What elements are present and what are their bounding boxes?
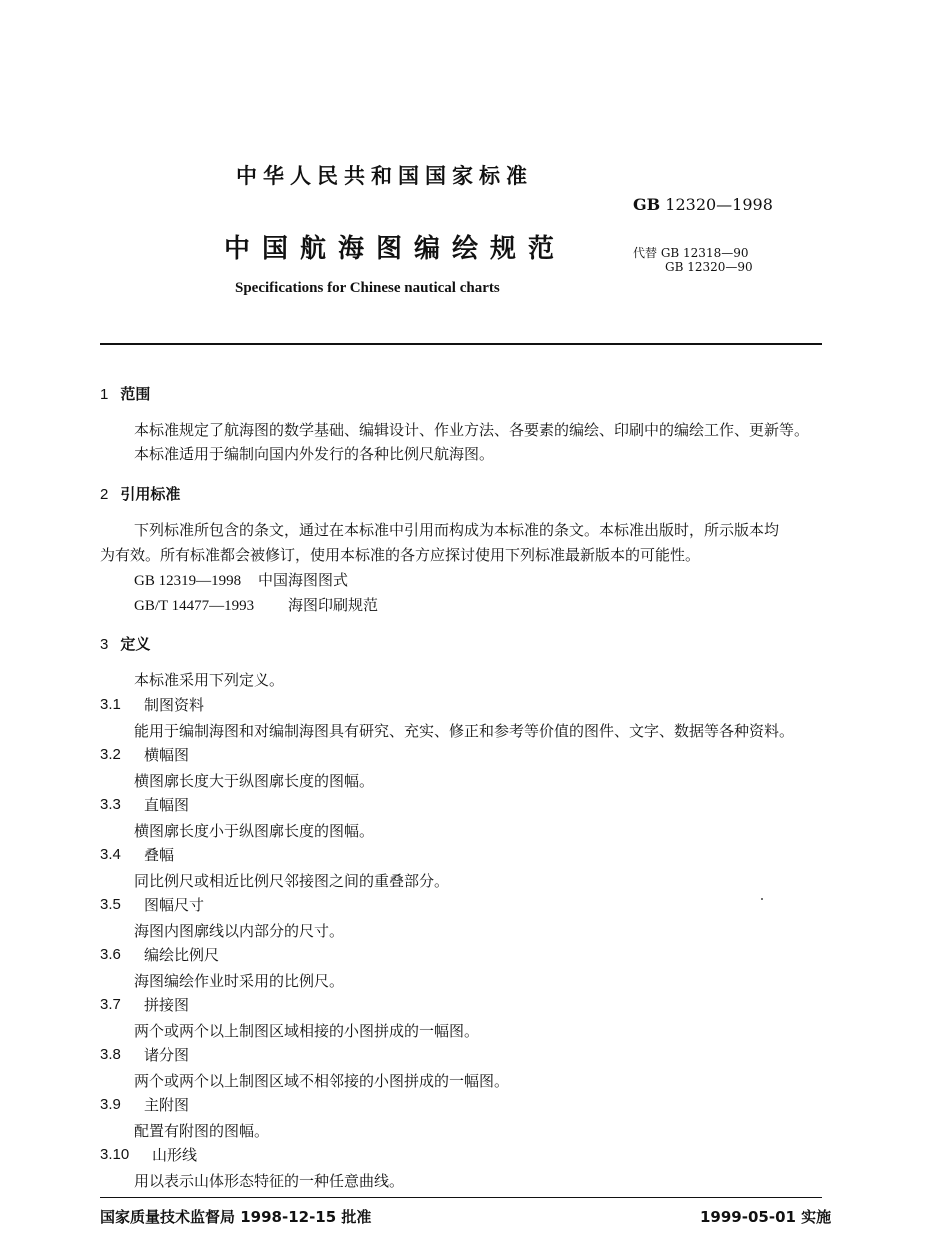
replaces-line-1: 代替 GB 12318—90 <box>633 246 749 260</box>
reference-code: GB 12319—1998 <box>134 573 242 589</box>
definition-term: 图幅尺寸 <box>144 896 205 914</box>
section-2-para-line-1: 下列标准所包含的条文，通过在本标准中引用而构成为本标准的条文。本标准出版时，所示版本均 <box>134 521 780 539</box>
standard-number <box>633 195 773 214</box>
section-3-intro: 本标准采用下列定义。 <box>134 671 285 689</box>
definition-number: 3.2 <box>100 746 121 763</box>
reference-name: 海图印刷规范 <box>288 596 379 614</box>
definition-number: 3.7 <box>100 996 121 1013</box>
section-1-title: 范围 <box>120 385 151 403</box>
definition-text: 同比例尺或相近比例尺邻接图之间的重叠部分。 <box>134 872 450 890</box>
definition-text: 横图廓长度小于纵图廓长度的图幅。 <box>134 822 375 840</box>
definition-number: 3.1 <box>100 696 121 713</box>
reference-item <box>134 568 348 593</box>
definition-term: 横幅图 <box>144 746 190 764</box>
replaces-line-2: GB 12320—90 <box>665 260 753 274</box>
definition-term: 山形线 <box>152 1146 198 1164</box>
definition-text: 两个或两个以上制图区域不相邻接的小图拼成的一幅图。 <box>134 1072 510 1090</box>
definition-term: 直幅图 <box>144 796 190 814</box>
definition-text: 海图编绘作业时采用的比例尺。 <box>134 972 345 990</box>
definition-number: 3.10 <box>100 1146 130 1163</box>
definition-text: 海图内图廓线以内部分的尺寸。 <box>134 922 345 940</box>
reference-code: GB/T 14477—1993 <box>134 598 255 614</box>
definition-number: 3.4 <box>100 846 121 863</box>
definition-text: 能用于编制海图和对编制海图具有研究、充实、修正和参考等价值的图件、文字、数据等各种资料。 <box>134 722 795 740</box>
footer-divider <box>100 1197 822 1198</box>
definition-text: 横图廓长度大于纵图廓长度的图幅。 <box>134 772 375 790</box>
reference-name: 中国海图图式 <box>258 571 349 589</box>
definition-text: 两个或两个以上制图区域相接的小图拼成的一幅图。 <box>134 1022 480 1040</box>
approval-line: 国家质量技术监督局 1998-12-15 批准 <box>100 1208 372 1226</box>
definition-term: 制图资料 <box>144 696 205 714</box>
english-title: Specifications for Chinese nautical charts <box>235 280 500 296</box>
section-2-para-line-2: 为有效。所有标准都会被修订，使用本标准的各方应探讨使用下列标准最新版本的可能性。 <box>100 546 701 564</box>
standard-type-heading: 中华人民共和国国家标准 <box>236 163 533 188</box>
definition-number: 3.8 <box>100 1046 121 1063</box>
section-2-number: 2 <box>100 486 109 503</box>
definition-number: 3.6 <box>100 946 121 963</box>
definition-number: 3.5 <box>100 896 121 913</box>
stray-dot <box>761 898 763 900</box>
section-2-heading <box>100 483 180 504</box>
definition-term: 编绘比例尺 <box>144 946 220 964</box>
section-3-number: 3 <box>100 636 109 653</box>
definition-number: 3.9 <box>100 1096 121 1113</box>
section-1-para-2: 本标准适用于编制向国内外发行的各种比例尺航海图。 <box>134 445 495 463</box>
section-3-title: 定义 <box>120 635 151 653</box>
replaces-note <box>633 246 753 274</box>
definition-term: 拼接图 <box>144 996 190 1014</box>
definition-text: 用以表示山体形态特征的一种任意曲线。 <box>134 1172 405 1190</box>
document-title: 中国航海图编绘规范 <box>224 234 567 264</box>
section-2-title: 引用标准 <box>120 485 181 503</box>
section-1-para-1: 本标准规定了航海图的数学基础、编辑设计、作业方法、各要素的编绘、印刷中的编绘工作、更新等。 <box>134 421 810 439</box>
section-1-number: 1 <box>100 386 109 403</box>
section-1-heading <box>100 383 150 404</box>
definition-term: 主附图 <box>144 1096 190 1114</box>
gb-number: 12320—1998 <box>665 195 773 214</box>
section-3-heading <box>100 633 150 654</box>
gb-prefix: GB <box>633 195 661 214</box>
definition-term: 诸分图 <box>144 1046 190 1064</box>
implementation-date: 1999-05-01 实施 <box>700 1208 832 1226</box>
definition-text: 配置有附图的图幅。 <box>134 1122 270 1140</box>
header-divider <box>100 343 822 345</box>
definition-term: 叠幅 <box>144 846 175 864</box>
reference-item <box>134 593 378 618</box>
definition-number: 3.3 <box>100 796 121 813</box>
